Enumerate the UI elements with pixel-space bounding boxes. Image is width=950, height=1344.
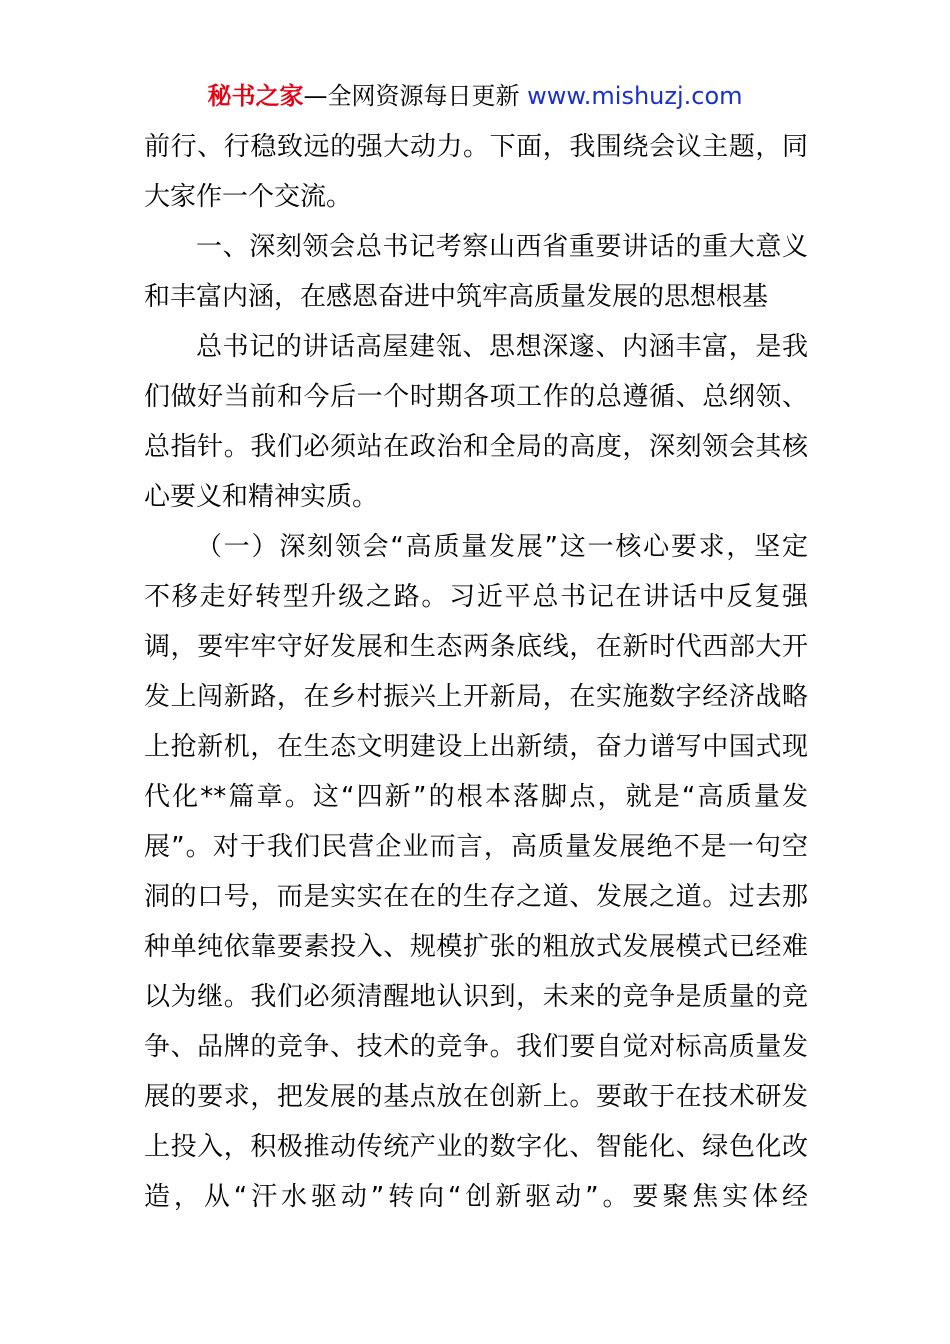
text-line: 争、品牌的竞争、技术的竞争。我们要自觉对标高质量发	[144, 1032, 808, 1062]
site-url-link[interactable]: www.mishuzj.com	[527, 82, 743, 110]
site-slogan: —全网资源每日更新	[303, 82, 528, 110]
text-line: 调，要牢牢守好发展和生态两条底线，在新时代西部大开	[144, 632, 808, 662]
text-line: 上抢新机，在生态文明建设上出新绩，奋力谱写中国式现	[144, 732, 808, 762]
text-line: 发上闯新路，在乡村振兴上开新局，在实施数字经济战略	[144, 682, 808, 712]
text-line: 上投入，积极推动传统产业的数字化、智能化、绿色化改	[144, 1132, 808, 1162]
text-line: 们做好当前和今后一个时期各项工作的总遵循、总纲领、	[144, 382, 808, 412]
text-line: 大家作一个交流。	[144, 182, 353, 212]
section-heading-line: 和丰富内涵，在感恩奋进中筑牢高质量发展的思想根基	[144, 282, 769, 312]
text-line: 前行、行稳致远的强大动力。下面，我围绕会议主题，同	[144, 132, 808, 162]
text-line: 展的要求，把发展的基点放在创新上。要敢于在技术研发	[144, 1082, 808, 1112]
text-line: 不移走好转型升级之路。习近平总书记在讲话中反复强	[144, 582, 808, 612]
text-line: 造，从“汗水驱动”转向“创新驱动”。要聚焦实体经	[144, 1182, 808, 1212]
text-line: 洞的口号，而是实实在在的生存之道、发展之道。过去那	[144, 882, 808, 912]
text-line: 代化**篇章。这“四新”的根本落脚点，就是“高质量发	[144, 782, 808, 812]
text-line: 种单纯依靠要素投入、规模扩张的粗放式发展模式已经难	[144, 932, 808, 962]
site-header	[0, 80, 950, 112]
text-line: 总书记的讲话高屋建瓴、思想深邃、内涵丰富，是我	[196, 332, 808, 362]
subsection-heading-line: （一）深刻领会“高质量发展”这一核心要求，坚定	[196, 532, 808, 562]
text-line: 以为继。我们必须清醒地认识到，未来的竞争是质量的竞	[144, 982, 808, 1012]
text-line: 心要义和精神实质。	[144, 482, 379, 512]
text-line: 展”。对于我们民营企业而言，高质量发展绝不是一句空	[144, 832, 808, 862]
text-line: 总指针。我们必须站在政治和全局的高度，深刻领会其核	[144, 432, 808, 462]
document-body	[144, 122, 808, 1222]
site-brand: 秘书之家	[207, 82, 304, 110]
section-heading-line: 一、深刻领会总书记考察山西省重要讲话的重大意义	[196, 232, 808, 262]
